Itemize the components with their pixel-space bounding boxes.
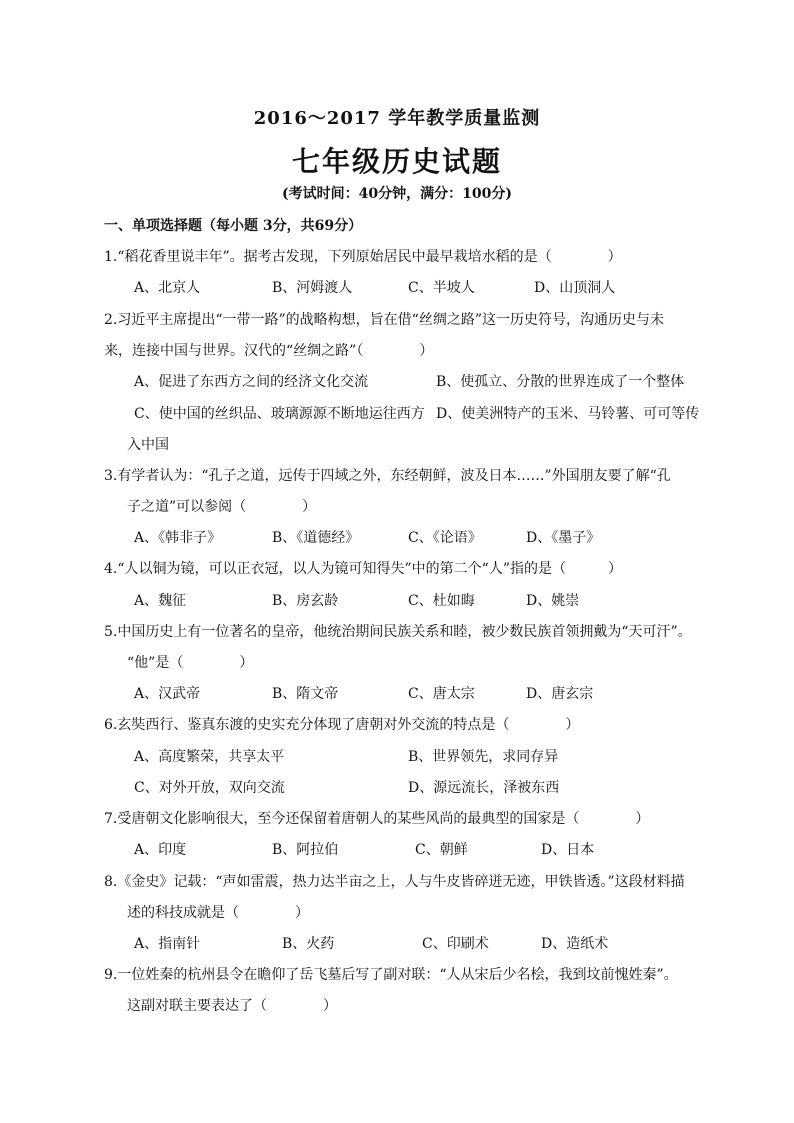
question-3-option-d: D、《墨子》 (526, 530, 601, 546)
section-heading-multiple-choice: 一、单项选择题（每小题 3分，共69分） (104, 218, 363, 234)
question-1-option-a: A、北京人 (134, 280, 201, 296)
question-2-option-d: D、使美洲特产的玉米、马铃薯、可可等传 (436, 406, 700, 422)
question-2-option-b: B、使孤立、分散的世界连成了一个整体 (436, 374, 685, 390)
question-6-option-b: B、世界领先，求同存异 (408, 749, 559, 765)
question-3-stem-line-1: 3.有学者认为：“孔子之道，远传于四域之外，东经朝鲜，波及日本……”外国朋友要了解“孔 (104, 468, 671, 484)
question-8-stem-line-1: 8.《金史》记载：“声如雷震，热力达半亩之上，人与牛皮皆碎迸无迹，甲铁皆透。”这段材料描 (104, 874, 685, 890)
question-9-stem-line-1: 9.一位姓秦的杭州县令在瞻仰了岳飞墓后写了副对联：“人从宋后少名桧，我到坟前愧姓秦”。 (104, 967, 678, 983)
question-7-option-a: A、印度 (134, 842, 187, 858)
exam-period-title: 2016～2017 学年教学质量监测 (253, 108, 541, 129)
question-3-option-b: B、《道德经》 (272, 530, 360, 546)
question-8-option-c: C、印刷术 (422, 936, 489, 952)
question-4-option-c: C、杜如晦 (408, 593, 475, 609)
question-5-option-a: A、汉武帝 (134, 686, 201, 702)
question-3-option-c: C、《论语》 (408, 530, 482, 546)
question-8-stem-line-2: 述的科技成就是（ ） (127, 905, 309, 921)
exam-subject-title: 七年级历史试题 (291, 145, 502, 178)
question-5-option-d: D、唐玄宗 (526, 686, 594, 702)
question-5-stem-line-2: “他”是（ ） (127, 655, 254, 671)
question-6-option-a: A、高度繁荣，共享太平 (134, 749, 285, 765)
question-2-option-a: A、促进了东西方之间的经济文化交流 (134, 374, 369, 390)
question-4-option-b: B、房玄龄 (272, 593, 339, 609)
question-1-option-b: B、河姆渡人 (272, 280, 353, 296)
question-1-stem: 1.“稻花香里说丰年”。据考古发现，下列原始居民中最早栽培水稻的是（ ） (104, 249, 622, 265)
question-4-option-d: D、姚崇 (526, 593, 580, 609)
question-4-stem: 4.“人以铜为镜，可以正衣冠，以人为镜可知得失”中的第二个“人”指的是（ ） (104, 561, 622, 577)
question-2-option-d-continued: 入中国 (127, 437, 169, 453)
question-8-option-a: A、指南针 (134, 936, 201, 952)
question-6-option-c: C、对外开放，双向交流 (134, 780, 285, 796)
question-8-option-b: B、火药 (282, 936, 335, 952)
question-9-stem-line-2: 这副对联主要表达了（ ） (127, 998, 337, 1014)
question-6-stem: 6.玄奘西行、鉴真东渡的史实充分体现了唐朝对外交流的特点是（ ） (104, 717, 580, 733)
question-4-option-a: A、魏征 (134, 593, 187, 609)
question-2-option-c: C、使中国的丝织品、玻璃源源不断地运往西方 (134, 406, 425, 422)
question-3-option-a: A、《韩非子》 (134, 530, 222, 546)
question-8-option-d: D、造纸术 (541, 936, 609, 952)
question-5-stem-line-1: 5.中国历史上有一位著名的皇帝，他统治期间民族关系和睦，被少数民族首领拥戴为“天可汗”。 (104, 624, 692, 640)
question-5-option-c: C、唐太宗 (408, 686, 475, 702)
question-5-option-b: B、隋文帝 (272, 686, 339, 702)
question-1-option-d: D、山顶洞人 (534, 280, 616, 296)
question-6-option-d: D、源远流长，泽被东西 (408, 780, 560, 796)
question-2-stem-line-1: 2.习近平主席提出“一带一路”的战略构想，旨在借“丝绸之路”这一历史符号，沟通历史与未 (104, 312, 664, 328)
question-7-option-d: D、日本 (541, 842, 595, 858)
question-1-option-c: C、半坡人 (408, 280, 475, 296)
exam-time-score-note: (考试时间：40分钟，满分：100分) (282, 186, 512, 202)
question-7-stem: 7.受唐朝文化影响很大，至今还保留着唐朝人的某些风尚的最典型的国家是（ ） (104, 811, 650, 827)
question-3-stem-line-2: 子之道”可以参阅（ ） (127, 499, 317, 515)
question-2-stem-line-2: 来，连接中国与世界。汉代的“丝绸之路”（ ） (104, 343, 434, 359)
question-7-option-c: C、朝鲜 (415, 842, 468, 858)
question-7-option-b: B、阿拉伯 (272, 842, 339, 858)
